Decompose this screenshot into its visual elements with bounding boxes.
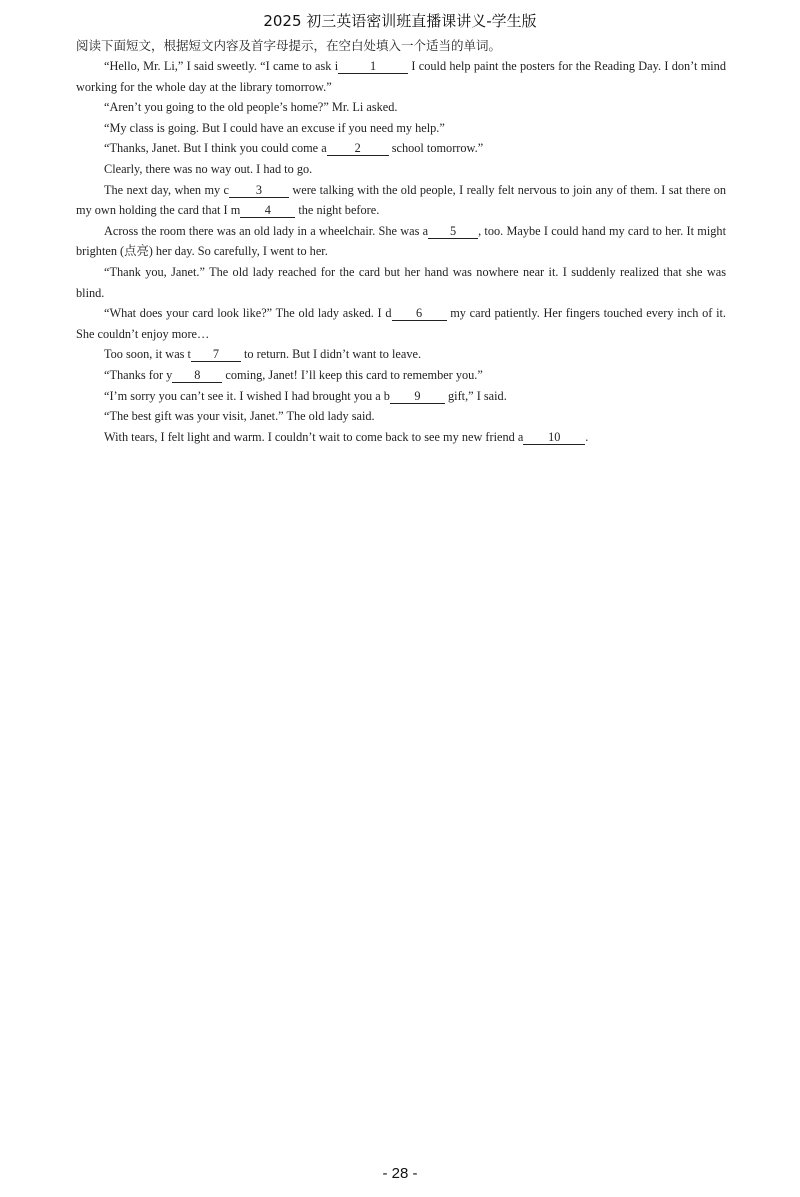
blank-1[interactable]: 1 xyxy=(338,59,408,74)
text: . xyxy=(585,429,589,444)
blank-8[interactable]: 8 xyxy=(172,368,222,383)
text: my card patiently. Her fingers touched every inch of it. She couldn’t enjoy more… xyxy=(76,306,726,341)
text: “Thanks for y xyxy=(104,367,173,382)
paragraph xyxy=(76,386,726,407)
paragraph xyxy=(76,159,726,180)
text: “Thank you, Janet.” The old lady reached for the card but her hand was nowhere near it. I suddenly realized that she was blind. xyxy=(76,264,726,300)
paragraph xyxy=(76,344,726,365)
blank-4[interactable]: 4 xyxy=(240,203,295,218)
text: gift,” I said. xyxy=(444,388,507,403)
reading-passage xyxy=(76,56,726,447)
text: to return. But I didn’t want to leave. xyxy=(240,347,422,362)
blank-7[interactable]: 7 xyxy=(191,347,241,362)
blank-3[interactable]: 3 xyxy=(229,183,289,198)
text: school tomorrow.” xyxy=(388,141,484,156)
blank-10[interactable]: 10 xyxy=(523,430,585,445)
text: “Thanks, Janet. But I think you could come a xyxy=(104,141,327,156)
text: “Hello, Mr. Li,” I said sweetly. “I came to ask i xyxy=(104,59,339,73)
text: coming, Janet! I’ll keep this card to remember you.” xyxy=(222,367,483,382)
paragraph xyxy=(76,138,726,159)
blank-6[interactable]: 6 xyxy=(392,306,447,321)
text: Across the room there was an old lady in a wheelchair. She was a xyxy=(104,223,429,238)
text: “I’m sorry you can’t see it. I wished I had brought you a b xyxy=(104,388,390,403)
paragraph xyxy=(76,97,726,118)
text: With tears, I felt light and warm. I couldn’t wait to come back to see my new friend a xyxy=(104,429,524,444)
text: The next day, when my c xyxy=(104,182,229,197)
paragraph xyxy=(76,365,726,386)
text: “My class is going. But I could have an excuse if you need my help.” xyxy=(104,120,445,135)
paragraph xyxy=(76,56,726,97)
paragraph xyxy=(76,118,726,139)
text: Too soon, it was t xyxy=(104,347,191,362)
paragraph xyxy=(76,303,726,344)
paragraph xyxy=(76,180,726,221)
paragraph xyxy=(76,221,726,262)
text: , too. Maybe I could hand my card to her. It might brighten (点亮) her day. So carefully, I went to her. xyxy=(76,223,726,259)
paragraph xyxy=(76,406,726,427)
paragraph xyxy=(76,262,726,303)
text: I could help paint the posters for the Reading Day. I don’t mind working for the whole day at the library tomorrow.” xyxy=(76,59,726,94)
page-header-title: 2025 初三英语密训班直播课讲义-学生版 xyxy=(263,12,537,30)
text: were talking with the old people, I really felt nervous to join any of them. I sat there on my own holding the card that I m xyxy=(76,182,726,218)
page-number: - 28 - xyxy=(382,1165,418,1182)
text: the night before. xyxy=(295,203,380,218)
text: “The best gift was your visit, Janet.” The old lady said. xyxy=(104,409,375,424)
exercise-instruction: 阅读下面短文，根据短文内容及首字母提示，在空白处填入一个适当的单词。 xyxy=(76,38,502,53)
text: “What does your card look like?” The old lady asked. I d xyxy=(104,306,392,321)
blank-5[interactable]: 5 xyxy=(428,224,478,239)
text: Clearly, there was no way out. I had to go. xyxy=(104,161,313,176)
blank-2[interactable]: 2 xyxy=(327,141,389,156)
blank-9[interactable]: 9 xyxy=(390,389,445,404)
paragraph xyxy=(76,427,726,448)
text: “Aren’t you going to the old people’s home?” Mr. Li asked. xyxy=(104,100,398,115)
